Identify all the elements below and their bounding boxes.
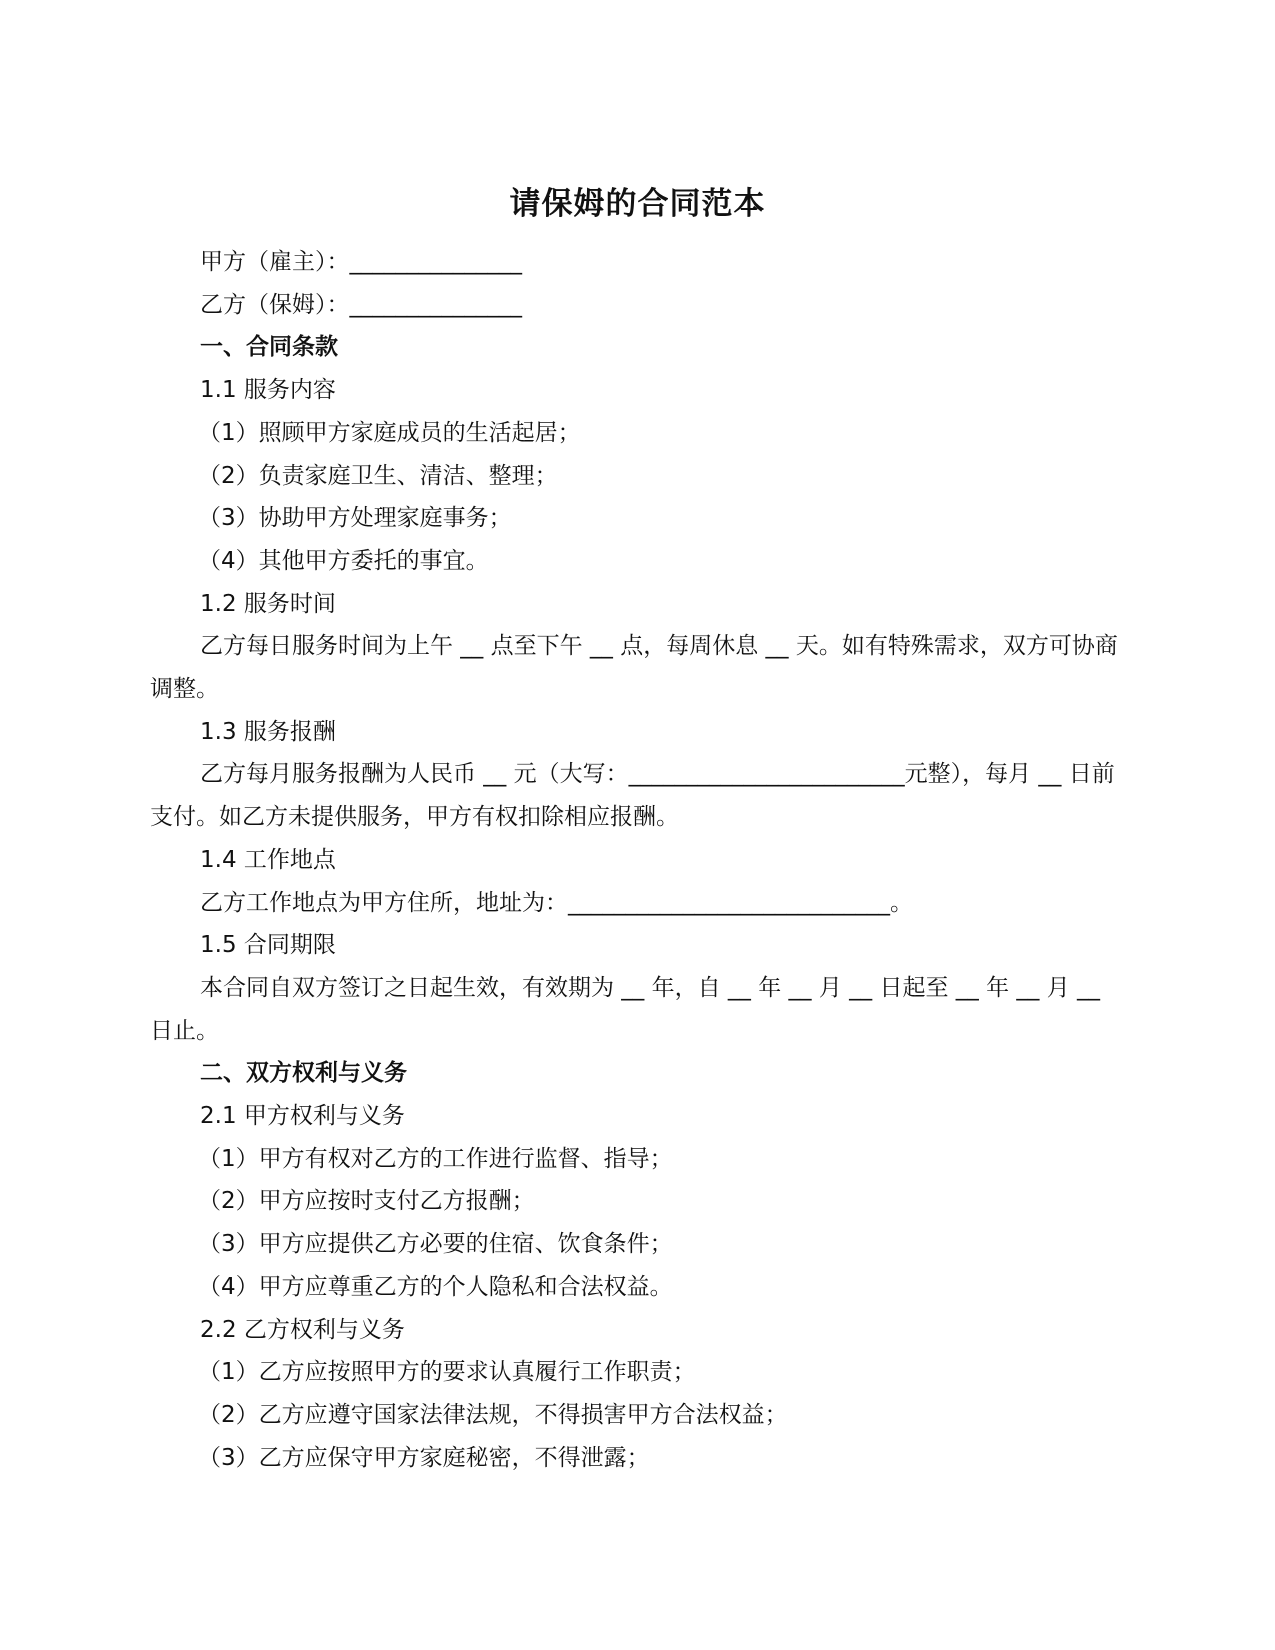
list-item: （2）乙方应遵守国家法律法规，不得损害甲方合法权益； [198,1401,788,1428]
document-title: 请保姆的合同范本 [509,186,766,222]
list-item: （2）负责家庭卫生、清洁、整理； [198,462,558,489]
subsection-1-5-heading: 1.5 合同期限 [200,932,336,959]
subsection-2-2-heading: 2.2 乙方权利与义务 [200,1316,405,1343]
contract-term-paragraph: 本合同自双方签订之日起生效，有效期为 __ 年，自 __ 年 __ 月 __ 日起至 __ 年 __ 月 __ 日止。 [150,974,1101,1044]
list-item: （1）甲方有权对乙方的工作进行监督、指导； [198,1145,673,1172]
list-item: （3）乙方应保守甲方家庭秘密，不得泄露； [198,1444,650,1471]
list-item: （1）照顾甲方家庭成员的生活起居； [198,419,581,446]
section-2-heading: 二、双方权利与义务 [200,1060,407,1087]
subsection-1-1-heading: 1.1 服务内容 [200,377,336,404]
work-location-paragraph: 乙方工作地点为甲方住所，地址为：____________________________。 [200,889,913,916]
subsection-1-3-heading: 1.3 服务报酬 [200,718,336,745]
party-a-line: 甲方（雇主）：_______________ [200,249,522,275]
list-item: （1）乙方应按照甲方的要求认真履行工作职责； [198,1359,696,1386]
list-item: （2）甲方应按时支付乙方报酬； [198,1188,535,1215]
subsection-1-4-heading: 1.4 工作地点 [200,846,336,873]
subsection-2-1-heading: 2.1 甲方权利与义务 [200,1103,405,1130]
document-body [150,241,1130,1479]
section-1-heading: 一、合同条款 [200,334,338,361]
service-fee-paragraph: 乙方每月服务报酬为人民币 __ 元（大写：________________________元整），每月 __ 日前支付。如乙方未提供服务，甲方有权扣除相应报酬。 [150,761,1115,831]
service-time-paragraph: 乙方每日服务时间为上午 __ 点至下午 __ 点，每周休息 __ 天。如有特殊需求，双方可协商调整。 [150,633,1118,703]
subsection-1-2-heading: 1.2 服务时间 [200,590,336,617]
list-item: （4）甲方应尊重乙方的个人隐私和合法权益。 [198,1273,673,1300]
list-item: （3）协助甲方处理家庭事务； [198,505,512,532]
list-item: （3）甲方应提供乙方必要的住宿、饮食条件； [198,1231,673,1258]
party-b-line: 乙方（保姆）：_______________ [200,291,522,318]
list-item: （4）其他甲方委托的事宜。 [198,547,489,574]
